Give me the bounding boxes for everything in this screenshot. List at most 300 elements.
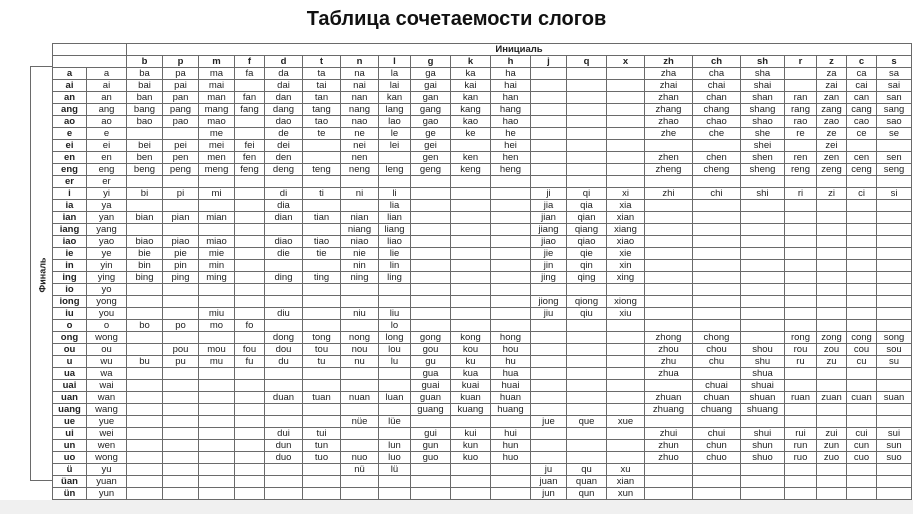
final-label: ue <box>53 416 87 428</box>
syllable-cell: shei <box>741 140 785 152</box>
syllable-cell <box>741 248 785 260</box>
syllable-cell: pie <box>163 248 199 260</box>
syllable-cell <box>451 272 491 284</box>
syllable-cell: dia <box>265 200 303 212</box>
syllable-cell <box>607 320 645 332</box>
syllable-cell <box>785 272 817 284</box>
syllable-cell <box>163 128 199 140</box>
table-row <box>53 164 912 176</box>
syllable-cell <box>847 260 877 272</box>
initial-sh: sh <box>741 56 785 68</box>
syllable-cell: ling <box>379 272 411 284</box>
syllable-cell <box>877 308 912 320</box>
syllable-cell: ju <box>531 464 567 476</box>
syllable-cell <box>199 380 235 392</box>
syllable-cell <box>817 224 847 236</box>
syllable-cell <box>817 296 847 308</box>
syllable-cell <box>341 428 379 440</box>
syllable-cell <box>741 284 785 296</box>
syllable-cell <box>817 200 847 212</box>
syllable-cell <box>817 236 847 248</box>
syllable-cell: gei <box>411 140 451 152</box>
syllable-cell <box>877 368 912 380</box>
syllable-cell: zi <box>817 188 847 200</box>
syllable-cell: song <box>877 332 912 344</box>
syllable-cell <box>127 392 163 404</box>
syllable-cell <box>411 464 451 476</box>
syllable-cell <box>303 488 341 500</box>
syllable-cell: qu <box>567 464 607 476</box>
syllable-cell: nong <box>341 332 379 344</box>
syllable-cell <box>607 92 645 104</box>
initial-t: t <box>303 56 341 68</box>
final-label: ao <box>53 116 87 128</box>
syllable-cell: jia <box>531 200 567 212</box>
syllable-cell: tun <box>303 440 341 452</box>
syllable-cell <box>451 236 491 248</box>
table-row <box>53 92 912 104</box>
syllable-cell: chen <box>693 152 741 164</box>
syllable-cell: fou <box>235 344 265 356</box>
standalone-syllable: wai <box>87 380 127 392</box>
syllable-cell <box>235 224 265 236</box>
syllable-cell <box>411 284 451 296</box>
syllable-cell: gao <box>411 116 451 128</box>
syllable-cell <box>451 488 491 500</box>
syllable-cell: qiao <box>567 236 607 248</box>
syllable-cell: nin <box>341 260 379 272</box>
table-row <box>53 140 912 152</box>
syllable-cell: kai <box>451 80 491 92</box>
syllable-cell <box>847 488 877 500</box>
syllable-cell: ta <box>303 68 341 80</box>
syllable-cell <box>451 200 491 212</box>
syllable-cell: di <box>265 188 303 200</box>
syllable-cell <box>265 464 303 476</box>
syllable-cell <box>817 368 847 380</box>
syllable-cell: long <box>379 332 411 344</box>
syllable-cell: ren <box>785 152 817 164</box>
syllable-cell: pai <box>163 80 199 92</box>
syllable-cell <box>199 464 235 476</box>
syllable-cell: bi <box>127 188 163 200</box>
syllable-cell <box>693 212 741 224</box>
syllable-cell <box>531 404 567 416</box>
syllable-cell: nu <box>341 356 379 368</box>
syllable-cell <box>785 284 817 296</box>
syllable-cell: jie <box>531 248 567 260</box>
syllable-cell: nei <box>341 140 379 152</box>
syllable-cell: sao <box>877 116 912 128</box>
syllable-cell: dan <box>265 92 303 104</box>
table-row <box>53 476 912 488</box>
syllable-cell <box>127 416 163 428</box>
initial-p: p <box>163 56 199 68</box>
final-label: iao <box>53 236 87 248</box>
syllable-cell: lang <box>379 104 411 116</box>
syllable-cell: kan <box>451 92 491 104</box>
syllable-cell <box>411 188 451 200</box>
syllable-cell <box>645 200 693 212</box>
syllable-cell <box>341 284 379 296</box>
syllable-cell <box>741 260 785 272</box>
syllable-cell <box>127 224 163 236</box>
final-label: iong <box>53 296 87 308</box>
syllable-cell <box>567 92 607 104</box>
syllable-cell: pin <box>163 260 199 272</box>
syllable-cell <box>163 440 199 452</box>
syllable-cell: chai <box>693 80 741 92</box>
syllable-cell <box>451 140 491 152</box>
syllable-cell <box>303 368 341 380</box>
syllable-cell: dai <box>265 80 303 92</box>
syllable-cell <box>303 416 341 428</box>
syllable-cell: zu <box>817 356 847 368</box>
syllable-cell: ni <box>341 188 379 200</box>
syllable-cell <box>341 320 379 332</box>
syllable-cell <box>693 308 741 320</box>
syllable-cell <box>741 476 785 488</box>
syllable-cell <box>847 308 877 320</box>
syllable-cell: gun <box>411 440 451 452</box>
final-label: ang <box>53 104 87 116</box>
syllable-cell: liao <box>379 236 411 248</box>
final-label: un <box>53 440 87 452</box>
syllable-cell <box>303 476 341 488</box>
syllable-cell: mu <box>199 356 235 368</box>
syllable-cell <box>163 368 199 380</box>
syllable-cell <box>531 440 567 452</box>
final-label: uang <box>53 404 87 416</box>
syllable-cell <box>199 392 235 404</box>
syllable-cell <box>303 404 341 416</box>
syllable-cell: zhen <box>645 152 693 164</box>
syllable-cell <box>847 224 877 236</box>
syllable-cell: xia <box>607 200 645 212</box>
syllable-cell <box>847 296 877 308</box>
syllable-cell <box>199 284 235 296</box>
syllable-cell: run <box>785 440 817 452</box>
syllable-cell: hu <box>491 356 531 368</box>
syllable-cell: xue <box>607 416 645 428</box>
syllable-cell: cou <box>847 344 877 356</box>
syllable-cell: ri <box>785 188 817 200</box>
syllable-cell <box>491 296 531 308</box>
syllable-cell: tai <box>303 80 341 92</box>
syllable-cell <box>341 380 379 392</box>
syllable-cell <box>567 428 607 440</box>
syllable-cell <box>411 476 451 488</box>
syllable-cell <box>163 392 199 404</box>
syllable-cell: zai <box>817 80 847 92</box>
syllable-cell <box>265 416 303 428</box>
syllable-cell: gou <box>411 344 451 356</box>
standalone-syllable: yin <box>87 260 127 272</box>
syllable-cell <box>491 176 531 188</box>
syllable-cell <box>877 200 912 212</box>
table-row <box>53 260 912 272</box>
syllable-cell <box>877 464 912 476</box>
syllable-cell: rui <box>785 428 817 440</box>
syllable-cell: zhe <box>645 128 693 140</box>
syllable-cell: ruan <box>785 392 817 404</box>
syllable-cell: leng <box>379 164 411 176</box>
syllable-cell <box>607 392 645 404</box>
syllable-cell <box>127 476 163 488</box>
final-label: uan <box>53 392 87 404</box>
syllable-cell <box>411 272 451 284</box>
syllable-cell: rong <box>785 332 817 344</box>
syllable-cell <box>607 116 645 128</box>
syllable-cell: hao <box>491 116 531 128</box>
syllable-cell: du <box>265 356 303 368</box>
standalone-syllable: yi <box>87 188 127 200</box>
syllable-cell: da <box>265 68 303 80</box>
syllable-cell <box>693 296 741 308</box>
syllable-cell <box>531 452 567 464</box>
syllable-cell <box>645 224 693 236</box>
syllable-cell <box>451 260 491 272</box>
syllable-cell: chuai <box>693 380 741 392</box>
syllable-cell: guan <box>411 392 451 404</box>
syllable-cell <box>645 416 693 428</box>
initial-b: b <box>127 56 163 68</box>
standalone-syllable: wa <box>87 368 127 380</box>
syllable-cell: shu <box>741 356 785 368</box>
syllable-cell <box>567 164 607 176</box>
syllable-cell: fen <box>235 152 265 164</box>
syllable-cell <box>785 200 817 212</box>
syllable-cell <box>127 464 163 476</box>
syllable-cell: me <box>199 128 235 140</box>
table-row <box>53 440 912 452</box>
syllable-cell: chuang <box>693 404 741 416</box>
syllable-cell: miao <box>199 236 235 248</box>
syllable-cell <box>341 176 379 188</box>
syllable-cell <box>199 416 235 428</box>
syllable-cell <box>491 188 531 200</box>
syllable-cell: ce <box>847 128 877 140</box>
syllable-cell: tang <box>303 104 341 116</box>
syllable-cell <box>491 476 531 488</box>
syllable-cell: huo <box>491 452 531 464</box>
syllable-cell: zheng <box>645 164 693 176</box>
syllable-cell: feng <box>235 164 265 176</box>
syllable-cell <box>877 212 912 224</box>
syllable-cell: xiu <box>607 308 645 320</box>
syllable-cell <box>303 200 341 212</box>
syllable-cell <box>847 236 877 248</box>
table-row <box>53 380 912 392</box>
syllable-cell <box>451 320 491 332</box>
syllable-cell <box>235 80 265 92</box>
standalone-syllable: yong <box>87 296 127 308</box>
syllable-cell: reng <box>785 164 817 176</box>
syllable-cell: qia <box>567 200 607 212</box>
syllable-cell <box>451 308 491 320</box>
table-row <box>53 152 912 164</box>
syllable-cell: kong <box>451 332 491 344</box>
standalone-syllable: ei <box>87 140 127 152</box>
syllable-cell <box>877 248 912 260</box>
syllable-cell <box>235 368 265 380</box>
syllable-cell: nüe <box>341 416 379 428</box>
syllable-cell: huang <box>491 404 531 416</box>
syllable-cell: bei <box>127 140 163 152</box>
syllable-cell <box>235 488 265 500</box>
syllable-cell: zhu <box>645 356 693 368</box>
syllable-cell: she <box>741 128 785 140</box>
syllable-cell: tuan <box>303 392 341 404</box>
syllable-cell: man <box>199 92 235 104</box>
syllable-cell: zhuang <box>645 404 693 416</box>
syllable-cell <box>163 416 199 428</box>
syllable-cell: zong <box>817 332 847 344</box>
syllable-cell <box>693 368 741 380</box>
table-row <box>53 284 912 296</box>
syllable-cell <box>235 284 265 296</box>
syllable-cell <box>567 68 607 80</box>
syllable-cell: zou <box>817 344 847 356</box>
syllable-cell: shuai <box>741 380 785 392</box>
syllable-cell: hua <box>491 368 531 380</box>
standalone-syllable: wen <box>87 440 127 452</box>
final-label: a <box>53 68 87 80</box>
syllable-cell: ken <box>451 152 491 164</box>
syllable-cell: qin <box>567 260 607 272</box>
syllable-cell: re <box>785 128 817 140</box>
table-row <box>53 344 912 356</box>
syllable-cell <box>411 212 451 224</box>
syllable-cell <box>491 224 531 236</box>
syllable-cell <box>451 284 491 296</box>
syllable-cell: nang <box>341 104 379 116</box>
syllable-cell: he <box>491 128 531 140</box>
syllable-cell: chao <box>693 116 741 128</box>
syllable-cell <box>163 176 199 188</box>
syllable-cell <box>785 140 817 152</box>
syllable-cell <box>491 248 531 260</box>
syllable-cell <box>235 116 265 128</box>
syllable-cell <box>127 308 163 320</box>
syllable-cell: tiao <box>303 236 341 248</box>
syllable-cell: que <box>567 416 607 428</box>
initial-n: n <box>341 56 379 68</box>
syllable-cell <box>127 284 163 296</box>
syllable-cell: fa <box>235 68 265 80</box>
syllable-cell: qun <box>567 488 607 500</box>
syllable-cell <box>303 176 341 188</box>
syllable-cell <box>235 176 265 188</box>
syllable-cell <box>235 296 265 308</box>
final-label: iu <box>53 308 87 320</box>
syllable-cell: kuang <box>451 404 491 416</box>
syllable-cell: jun <box>531 488 567 500</box>
syllable-cell: de <box>265 128 303 140</box>
syllable-cell <box>265 488 303 500</box>
syllable-cell <box>607 68 645 80</box>
syllable-cell: cao <box>847 116 877 128</box>
syllable-cell <box>235 188 265 200</box>
syllable-cell <box>693 248 741 260</box>
syllable-cell <box>817 284 847 296</box>
final-label: ü <box>53 464 87 476</box>
syllable-cell <box>607 152 645 164</box>
syllable-cell: kui <box>451 428 491 440</box>
final-label: an <box>53 92 87 104</box>
syllable-cell <box>785 416 817 428</box>
syllable-cell: hui <box>491 428 531 440</box>
syllable-cell: min <box>199 260 235 272</box>
syllable-cell <box>163 200 199 212</box>
syllable-cell: nuan <box>341 392 379 404</box>
syllable-cell <box>303 260 341 272</box>
syllable-cell <box>567 284 607 296</box>
syllable-cell <box>451 224 491 236</box>
syllable-cell <box>199 296 235 308</box>
syllable-cell <box>693 176 741 188</box>
syllable-cell: guo <box>411 452 451 464</box>
syllable-cell: kan <box>379 92 411 104</box>
syllable-cell <box>567 152 607 164</box>
syllable-cell <box>847 320 877 332</box>
syllable-cell: tu <box>303 356 341 368</box>
final-label: ai <box>53 80 87 92</box>
syllable-cell: hei <box>491 140 531 152</box>
final-label: üan <box>53 476 87 488</box>
syllable-cell <box>817 404 847 416</box>
syllable-cell: kuan <box>451 392 491 404</box>
syllable-cell: za <box>817 68 847 80</box>
syllable-cell <box>127 380 163 392</box>
syllable-cell: tian <box>303 212 341 224</box>
initial-d: d <box>265 56 303 68</box>
syllable-cell <box>451 476 491 488</box>
syllable-cell <box>847 476 877 488</box>
syllable-cell: ka <box>451 68 491 80</box>
standalone-syllable: yu <box>87 464 127 476</box>
syllable-cell <box>303 140 341 152</box>
syllable-cell <box>607 404 645 416</box>
corner-cell <box>53 56 127 68</box>
syllable-cell: gua <box>411 368 451 380</box>
syllable-cell <box>847 212 877 224</box>
syllable-cell: niao <box>341 236 379 248</box>
syllable-cell <box>235 380 265 392</box>
standalone-syllable: er <box>87 176 127 188</box>
syllable-cell <box>127 452 163 464</box>
syllable-cell: mang <box>199 104 235 116</box>
syllable-cell <box>411 308 451 320</box>
syllable-cell <box>785 296 817 308</box>
syllable-cell: nü <box>341 464 379 476</box>
initial-z: z <box>817 56 847 68</box>
syllable-cell <box>303 296 341 308</box>
syllable-cell <box>265 368 303 380</box>
standalone-syllable: wu <box>87 356 127 368</box>
syllable-cell: meng <box>199 164 235 176</box>
syllable-cell: teng <box>303 164 341 176</box>
syllable-cell <box>693 476 741 488</box>
table-row <box>53 320 912 332</box>
syllable-cell <box>693 284 741 296</box>
syllable-cell <box>163 464 199 476</box>
syllable-cell: biao <box>127 236 163 248</box>
syllable-cell <box>645 140 693 152</box>
syllable-cell: mao <box>199 116 235 128</box>
syllable-cell <box>411 260 451 272</box>
syllable-cell <box>785 260 817 272</box>
